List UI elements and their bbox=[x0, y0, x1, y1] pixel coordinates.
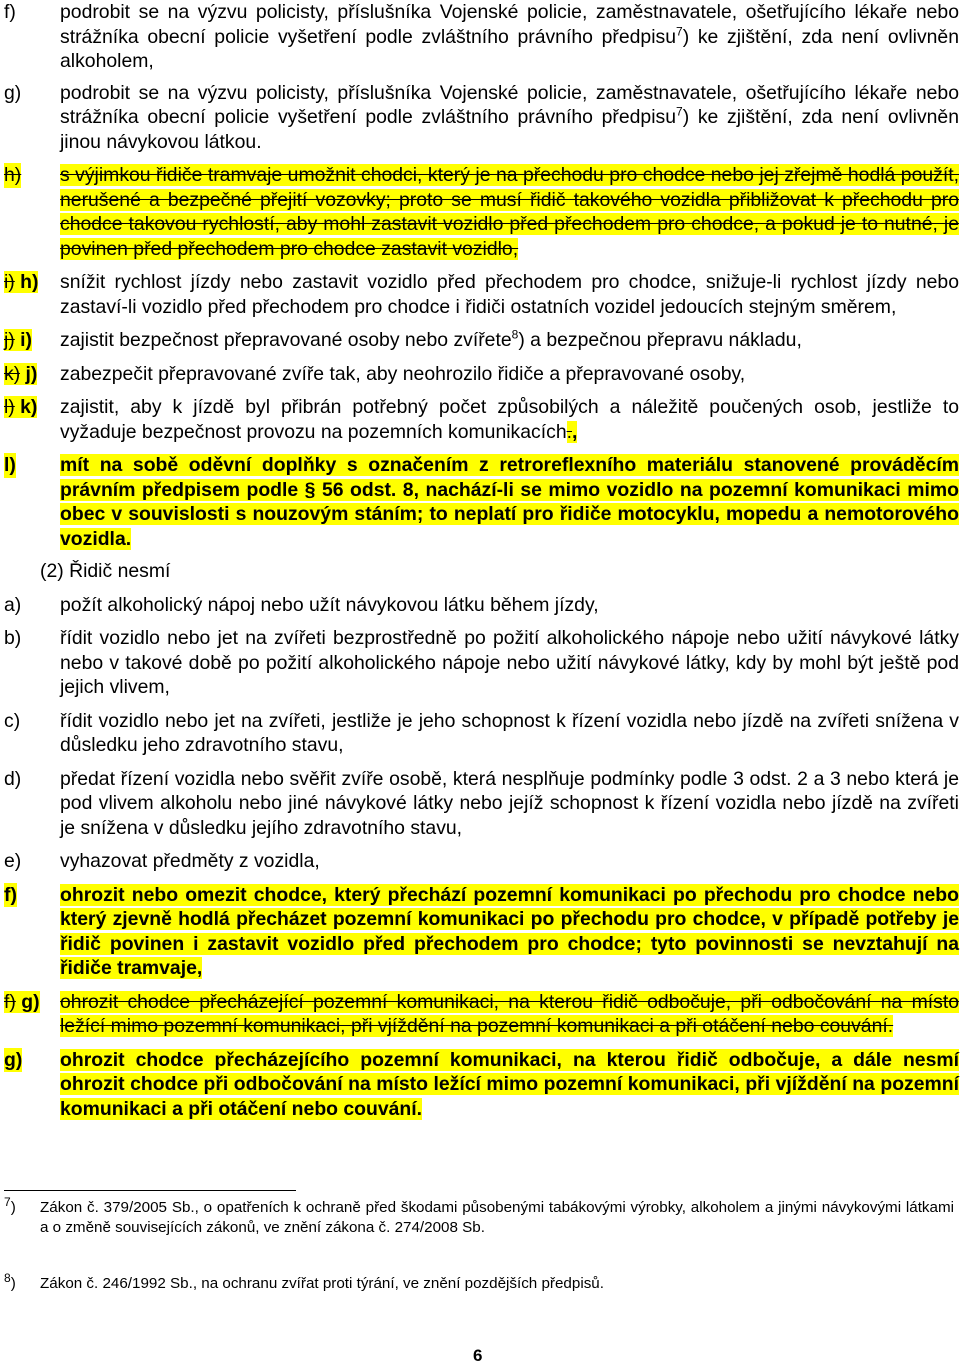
item-text-new: ohrozit chodce přecházejícího pozemní komunikaci, na kterou řidič odbočuje, a dále nesmí ohrozit chodce při odbočování na místo ležící mimo pozemní komunikaci, při vjíždění na pozemní komunikaci a při otáčení nebo couvání. bbox=[60, 1048, 959, 1120]
item-label bbox=[4, 270, 38, 295]
footnote-text: Zákon č. 246/1992 Sb., na ochranu zvířat proti týrání, ve znění pozdějších předpisů. bbox=[40, 1275, 604, 1292]
item-label: a) bbox=[4, 593, 22, 616]
item-text-new: ohrozit nebo omezit chodce, který přechází pozemní komunikaci po přechodu pro chodce nebo který zjevně hodlá přecházet pozemní komunikaci po přechodu pro chodce, v případě potřeby je řidič povinen i zastavit vozidlo před přechodem pro chodce; tyto povinnosti se nevztahují na řidiče tramvaje, bbox=[60, 883, 959, 979]
item-text-end: ) ke zjištění, zda není ovlivněn jinou návykovou látkou. bbox=[60, 106, 959, 153]
old-label: i) bbox=[4, 271, 15, 293]
footnote-ref: 7 bbox=[676, 24, 683, 39]
list-item-g-deleted bbox=[4, 990, 959, 1039]
list-item-g-new bbox=[4, 1048, 959, 1122]
item-label: l) bbox=[4, 454, 16, 476]
list-item-c bbox=[4, 709, 959, 758]
list-item-k bbox=[4, 395, 959, 444]
old-end: . bbox=[566, 420, 572, 443]
page-number: 6 bbox=[473, 1346, 483, 1365]
item-text-new: mít na sobě oděvní doplňky s označením z retroreflexního materiálu stanovené prováděcím právním předpisem podle § 56 odst. 8, nachází-li se mimo vozidlo na pozemní komunikaci mimo obec v souvislosti s nouzovým stáním; to neplatí pro řidiče motocyklu, mopedu a nemotorového vozidla. bbox=[60, 454, 959, 550]
item-label: d) bbox=[4, 767, 22, 790]
new-label: h) bbox=[14, 271, 39, 293]
list-item-l-new bbox=[4, 453, 959, 551]
item-label: f) bbox=[4, 883, 17, 906]
footnote-8 bbox=[4, 1270, 954, 1294]
list-item-b bbox=[4, 626, 959, 700]
old-label: f) bbox=[4, 990, 16, 1013]
footnote-number: $^8$) bbox=[4, 1270, 16, 1292]
item-text-end: ) ke zjištění, zda není ovlivněn alkoholem, bbox=[60, 25, 959, 72]
item-label: g) bbox=[4, 1048, 23, 1071]
item-text: předat řízení vozidla nebo svěřit zvíře osobě, která nesplňuje podmínky podle 3 odst. 2 a 3 nebo která je pod vlivem alkoholu nebo jiné návykové látky nebo jejíž schopnost k řízení vozidla nebo jízdě na zvířeti je snížena v důsledku jejího zdravotního stavu, bbox=[60, 767, 959, 839]
footnote-text: Zákon č. 379/2005 Sb., o opatřeních k ochraně před škodami působenými tabákovými výrobky, alkoholem a jinými návykovými látkami a o změně souvisejících zákonů, ve znění zákona č. 274/2008 Sb. bbox=[40, 1199, 954, 1236]
old-label: l) bbox=[4, 396, 15, 418]
item-label: g) bbox=[4, 81, 22, 104]
old-label: j) bbox=[4, 329, 15, 351]
document-page bbox=[4, 0, 959, 1121]
item-text-end: ) a bezpečnou přepravu nákladu, bbox=[518, 329, 802, 351]
item-label: f) bbox=[4, 1, 16, 23]
item-text: řídit vozidlo nebo jet na zvířeti bezprostředně po požití alkoholického nápoje nebo užití návykové látky nebo v takové době po požití alkoholického nápoje nebo užití návykové látky, kdy by mohl být ještě pod jejich vlivem, bbox=[60, 627, 959, 698]
list-item-j bbox=[4, 362, 959, 387]
new-label: i) bbox=[14, 329, 32, 351]
new-end: , bbox=[572, 420, 578, 443]
list-item-a bbox=[4, 593, 959, 618]
list-item-f bbox=[4, 0, 959, 74]
item-label bbox=[4, 990, 40, 1015]
item-text: zajistit, aby k jízdě byl přibrán potřebný počet způsobilých a náležitě poučených osob, jestliže to vyžaduje bezpečnost provozu na pozemních komunikacích bbox=[60, 396, 959, 443]
item-label bbox=[4, 395, 37, 420]
old-label: k) bbox=[4, 362, 21, 385]
list-item-i bbox=[4, 328, 959, 353]
item-label: h) bbox=[4, 164, 22, 186]
item-text: řídit vozidlo nebo jet na zvířeti, jestliže je jeho schopnost k řízení vozidla nebo jízdě na zvířeti snížena v důsledku jeho zdravotního stavu, bbox=[60, 709, 959, 756]
item-text-deleted: ohrozit chodce přecházející pozemní komunikaci, na kterou řidič odbočuje, při odbočování na místo ležící mimo pozemní komunikaci, při vjíždění na pozemní komunikaci a při otáčení nebo couvání. bbox=[60, 990, 959, 1037]
item-label: c) bbox=[4, 709, 21, 732]
item-label bbox=[4, 362, 37, 387]
item-label bbox=[4, 328, 32, 353]
item-text: podrobit se na výzvu policisty, příslušníka Vojenské policie, zaměstnavatele, ošetřujícího lékaře nebo strážníka obecní policie vyšetření podle zvláštního právního předpisu bbox=[60, 81, 959, 128]
list-item-h-deleted bbox=[4, 163, 959, 261]
item-text: zajistit bezpečnost přepravované osoby nebo zvířete bbox=[60, 329, 512, 351]
list-item-g bbox=[4, 81, 959, 155]
footnote-ref: 7 bbox=[676, 104, 683, 119]
item-text: vyhazovat předměty z vozidla, bbox=[60, 850, 320, 872]
item-text: požít alkoholický nápoj nebo užít návykovou látku během jízdy, bbox=[60, 593, 599, 616]
item-text: podrobit se na výzvu policisty, příslušníka Vojenské policie, zaměstnavatele, ošetřujícího lékaře nebo strážníka obecní policie vyšetření podle zvláštního právního předpisu bbox=[60, 1, 959, 48]
list-item-f-new bbox=[4, 883, 959, 981]
item-text: snížit rychlost jízdy nebo zastavit vozidlo před přechodem pro chodce, snižuje-li rychlost jízdy nebo zastaví-li vozidlo před přechodem pro chodce i řidiči ostatních vozidel jedoucích stejným směrem, bbox=[60, 271, 959, 318]
new-label: k) bbox=[14, 396, 38, 418]
footnote-divider bbox=[4, 1190, 296, 1191]
item-text-deleted: s výjimkou řidiče tramvaje umožnit chodci, který je na přechodu pro chodce nebo jej zřejmě hodlá použít, nerušené a bezpečné přejití vozovky; proto se musí řidič takového vozidla přibližovat k přechodu pro chodce takovou rychlostí, aby mohl zastavit vozidlo před přechodem pro chodce, a pokud je to nutné, je povinen před přechodem pro chodce zastavit vozidlo, bbox=[60, 164, 959, 260]
footnote-ref: 8 bbox=[511, 327, 519, 342]
item-text: zabezpečit přepravované zvíře tak, aby neohrozilo řidiče a přepravované osoby, bbox=[60, 362, 746, 385]
list-item-d bbox=[4, 767, 959, 841]
footnote-7 bbox=[4, 1194, 954, 1238]
item-label: b) bbox=[4, 627, 22, 649]
item-label: e) bbox=[4, 850, 22, 872]
footnote-number: $^7$) bbox=[4, 1194, 16, 1216]
new-label: j) bbox=[20, 362, 38, 385]
list-item-h bbox=[4, 270, 959, 319]
list-item-e bbox=[4, 849, 959, 874]
section-heading: (2) Řidič nesmí bbox=[40, 560, 171, 582]
new-label: g) bbox=[15, 990, 40, 1013]
